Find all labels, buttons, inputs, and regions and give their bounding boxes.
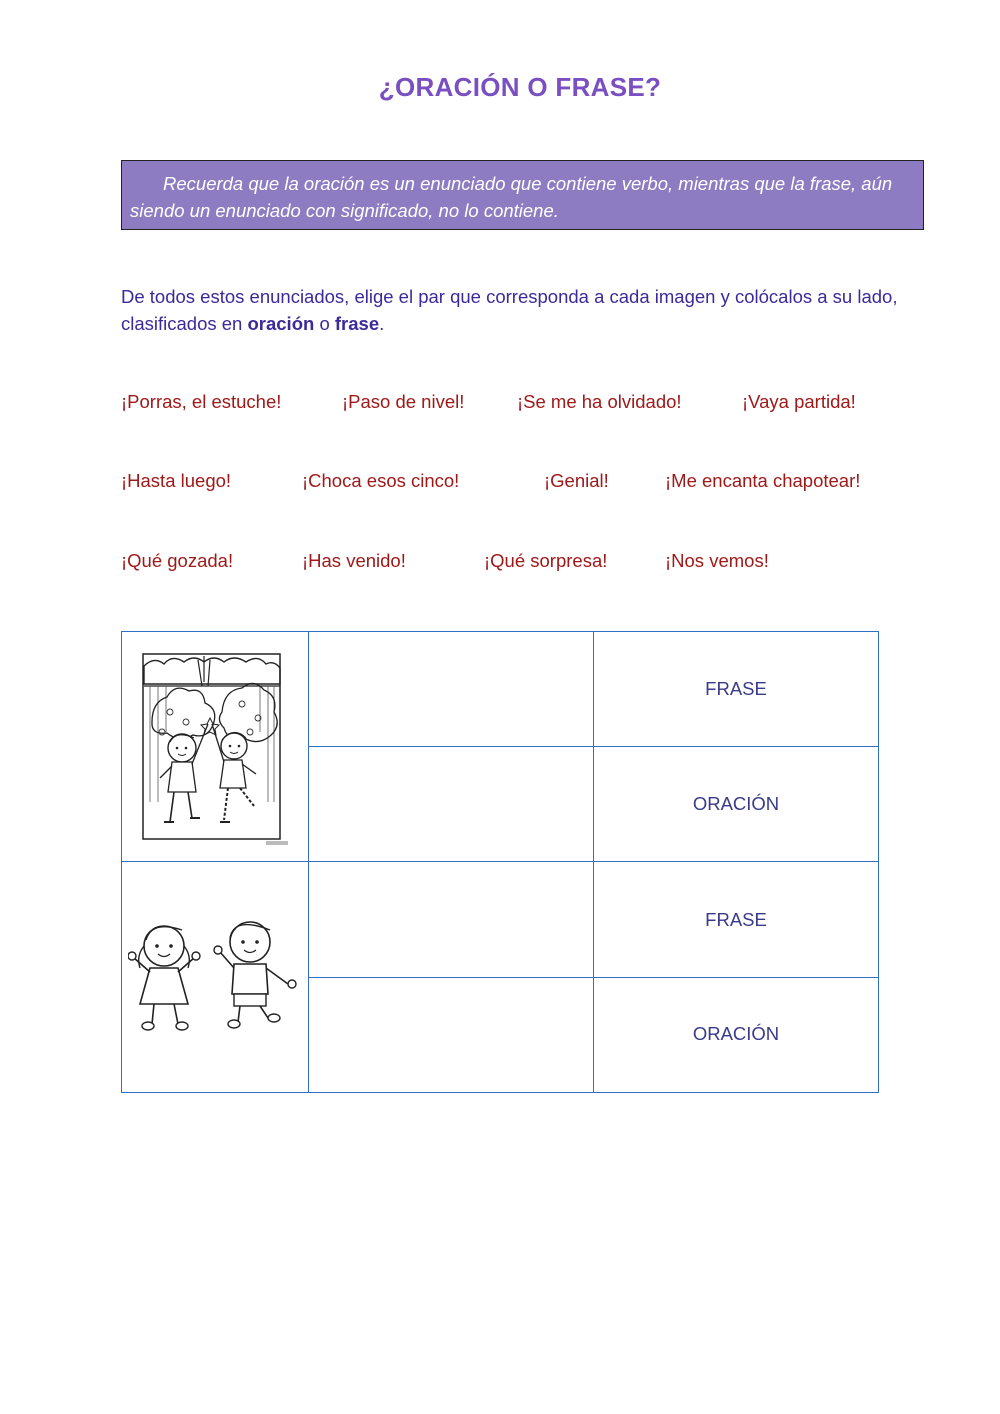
- phrase-item[interactable]: ¡Vaya partida!: [742, 391, 856, 412]
- instructions-connector: o: [314, 313, 335, 334]
- answer-slot[interactable]: [308, 977, 594, 1093]
- answer-slot[interactable]: [308, 861, 594, 978]
- phrase-item[interactable]: ¡Genial!: [544, 470, 609, 491]
- phrase-item[interactable]: ¡Qué sorpresa!: [484, 550, 608, 571]
- image-cell-waving-kids: [121, 861, 309, 1093]
- image-cell-high-five: [121, 631, 309, 862]
- category-cell: [593, 746, 879, 862]
- category-label-frase: FRASE: [705, 678, 767, 699]
- classification-table: [121, 631, 879, 1093]
- waving-kids-illustration: [128, 918, 304, 1034]
- instructions-end: .: [379, 313, 385, 334]
- phrase-item[interactable]: ¡Has venido!: [302, 550, 406, 571]
- category-cell: [593, 977, 879, 1093]
- instructions-bold-frase: frase: [334, 313, 380, 334]
- category-cell: [593, 861, 879, 978]
- instructions-bold-oracion: oración: [247, 313, 315, 334]
- category-label-oracion: ORACIÓN: [692, 793, 780, 814]
- phrase-item[interactable]: ¡Choca esos cinco!: [302, 470, 460, 491]
- reminder-box: [121, 160, 924, 230]
- phrase-item[interactable]: ¡Qué gozada!: [121, 550, 234, 571]
- reminder-text: Recuerda que la oración es un enunciado que contiene verbo, mientras que la frase, aún siendo un enunciado con significado, no lo contiene.: [130, 173, 893, 221]
- instructions: [121, 283, 931, 337]
- category-label-frase: FRASE: [705, 909, 767, 930]
- phrase-item[interactable]: ¡Se me ha olvidado!: [517, 391, 682, 412]
- instructions-text: De todos estos enunciados, elige el par que corresponda a cada imagen y colócalos a su lado, clasificados en: [121, 286, 898, 334]
- phrase-item[interactable]: ¡Paso de nivel!: [342, 391, 465, 412]
- answer-slot[interactable]: [308, 746, 594, 862]
- phrase-item[interactable]: ¡Me encanta chapotear!: [665, 470, 861, 491]
- phrase-item[interactable]: ¡Nos vemos!: [665, 550, 769, 571]
- category-label-oracion: ORACIÓN: [692, 1023, 780, 1044]
- page-title: ¿ORACIÓN O FRASE?: [378, 72, 662, 102]
- high-five-kids-illustration: [142, 652, 290, 848]
- answer-slot[interactable]: [308, 631, 594, 747]
- category-cell: [593, 631, 879, 747]
- phrase-item[interactable]: ¡Porras, el estuche!: [121, 391, 282, 412]
- phrase-item[interactable]: ¡Hasta luego!: [121, 470, 232, 491]
